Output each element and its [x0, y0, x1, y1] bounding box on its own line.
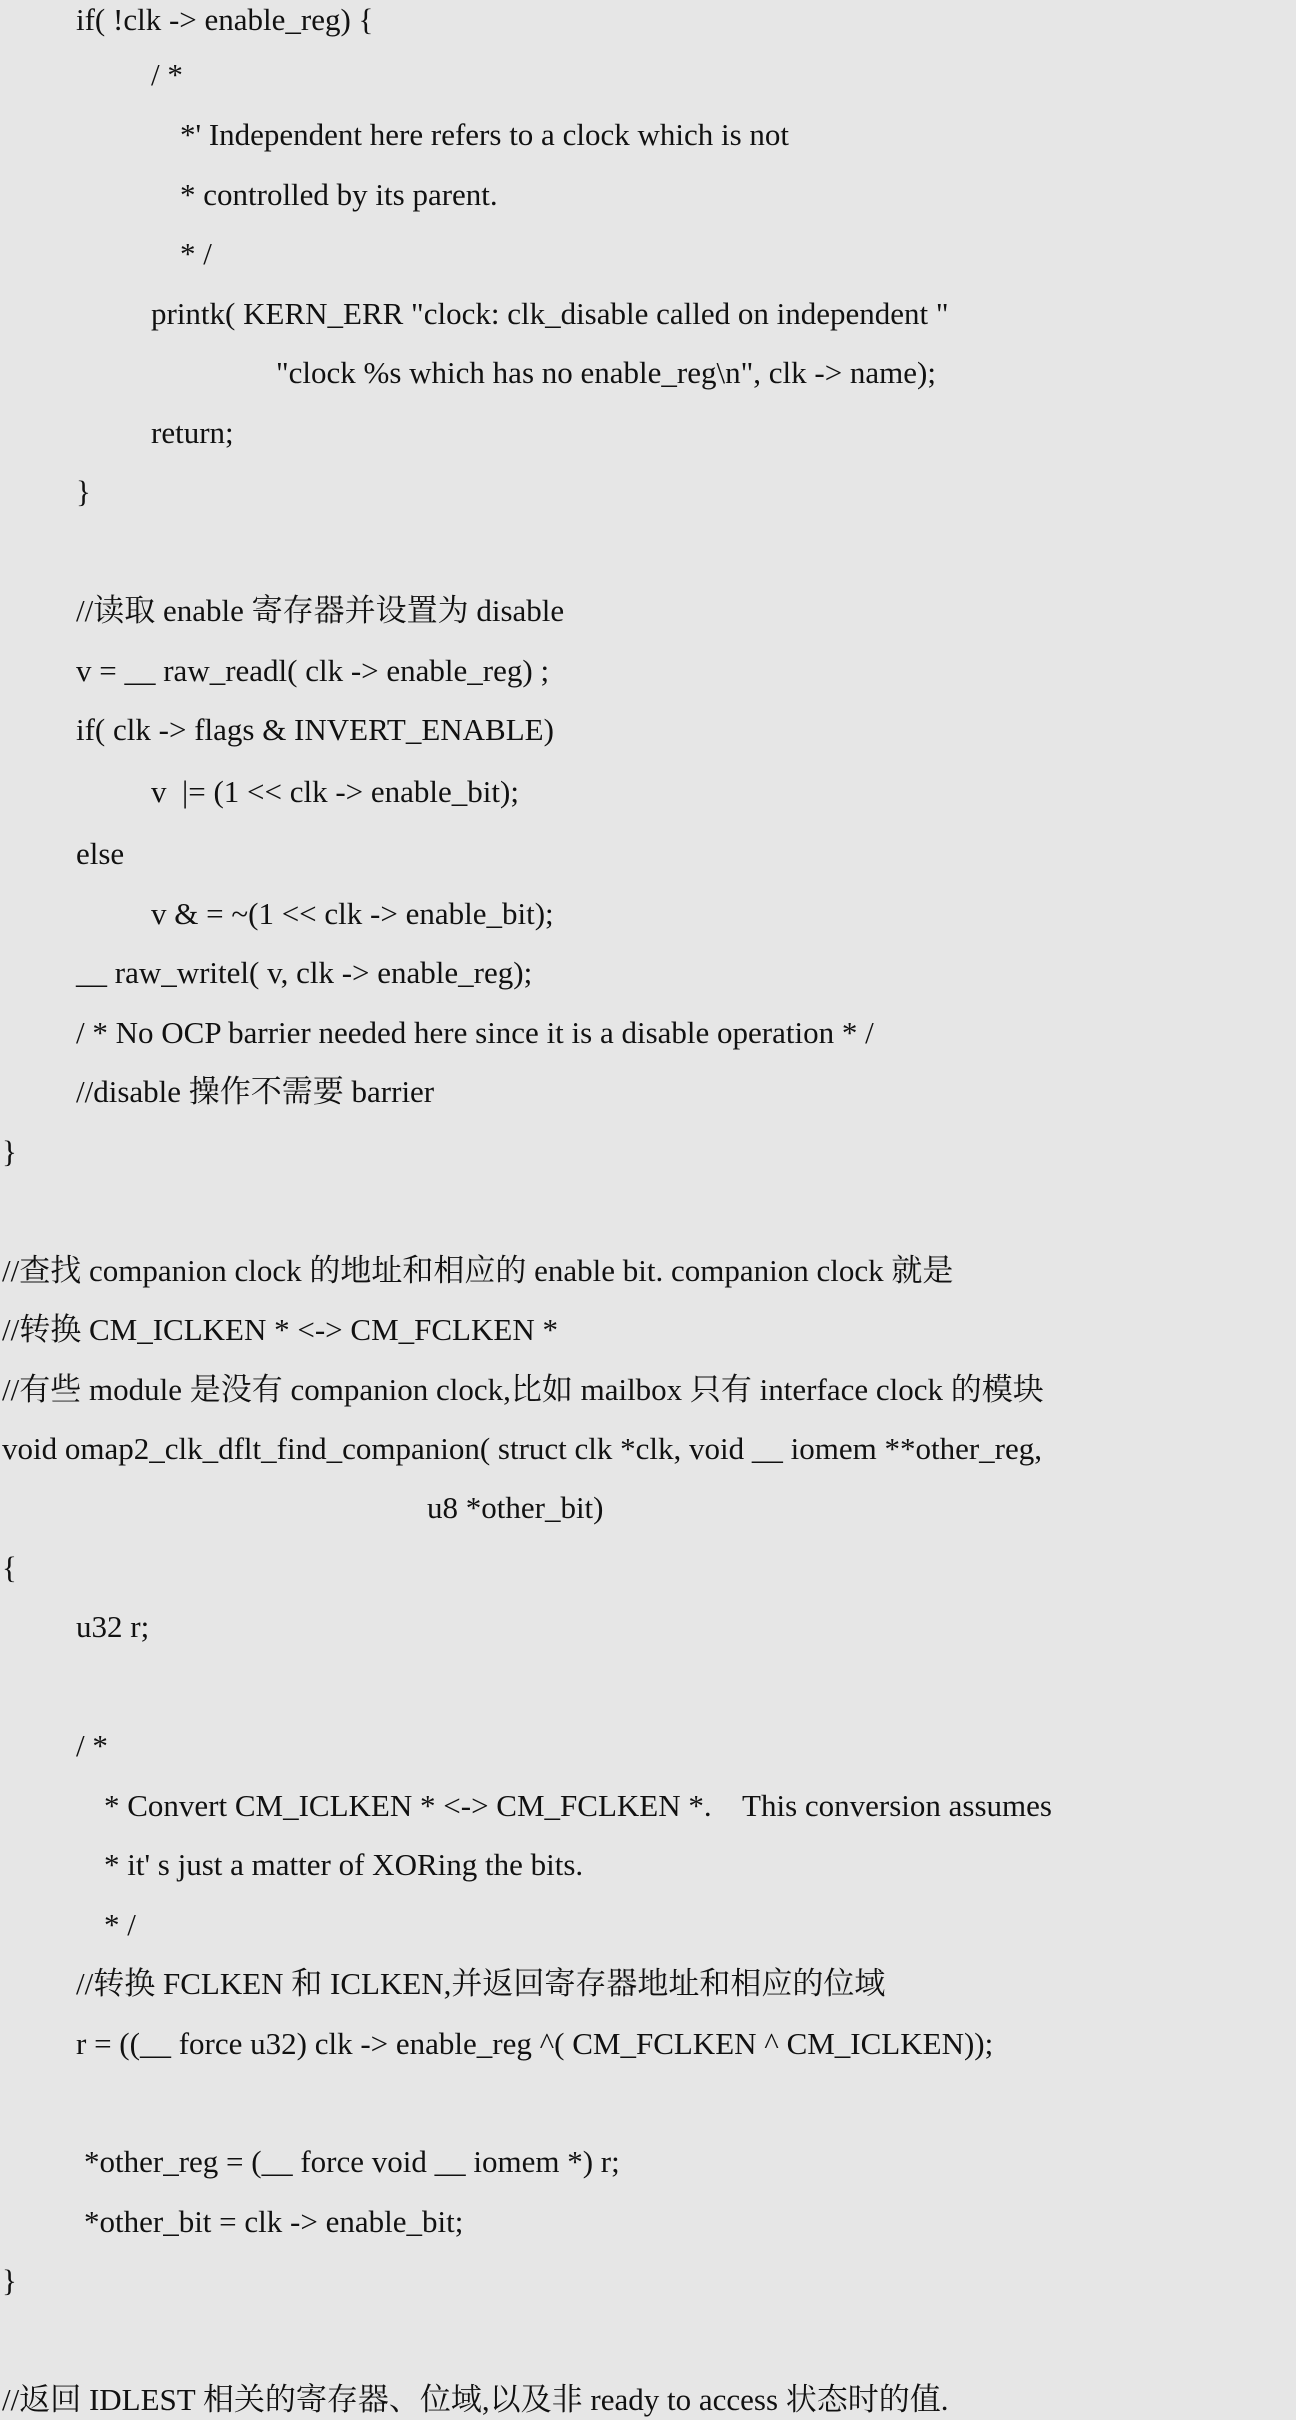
code-line: //返回 IDLEST 相关的寄存器、位域,以及非 ready to access 状态时的值.	[2, 2382, 949, 2417]
code-line: void omap2_clk_dflt_find_companion( struct clk *clk, void __ iomem **other_reg,	[2, 1431, 1043, 1466]
code-line: printk( KERN_ERR "clock: clk_disable called on independent "	[151, 296, 949, 331]
code-line: "clock %s which has no enable_reg\n", clk -> name);	[276, 355, 936, 390]
code-line: u8 *other_bit)	[427, 1490, 604, 1525]
code-line: / *	[76, 1728, 108, 1763]
code-line: * Convert CM_ICLKEN * <-> CM_FCLKEN *. This conversion assumes	[104, 1788, 1052, 1823]
code-line: }	[2, 1134, 17, 1169]
code-line: //读取 enable 寄存器并设置为 disable	[76, 593, 565, 628]
code-line: if( !clk -> enable_reg) {	[76, 2, 374, 37]
code-line: return;	[151, 415, 234, 450]
code-line: //转换 FCLKEN 和 ICLKEN,并返回寄存器地址和相应的位域	[76, 1966, 886, 2001]
code-line: * it' s just a matter of XORing the bits.	[104, 1847, 584, 1882]
code-line: v & = ~(1 << clk -> enable_bit);	[151, 896, 554, 931]
code-line: v = __ raw_readl( clk -> enable_reg) ;	[76, 653, 550, 688]
code-line: r = ((__ force u32) clk -> enable_reg ^( CM_FCLKEN ^ CM_ICLKEN));	[76, 2026, 994, 2061]
code-line: }	[76, 474, 91, 509]
code-line: * controlled by its parent.	[180, 177, 498, 212]
code-line: //disable 操作不需要 barrier	[76, 1074, 435, 1109]
code-line: *' Independent here refers to a clock which is not	[180, 117, 789, 152]
code-line: * /	[180, 236, 212, 271]
code-line: }	[2, 2263, 17, 2298]
code-line: //查找 companion clock 的地址和相应的 enable bit. companion clock 就是	[2, 1253, 954, 1288]
code-line: / *	[151, 57, 183, 92]
code-line: __ raw_writel( v, clk -> enable_reg);	[76, 955, 533, 990]
code-line: //有些 module 是没有 companion clock,比如 mailbox 只有 interface clock 的模块	[2, 1372, 1044, 1407]
code-line: //转换 CM_ICLKEN * <-> CM_FCLKEN *	[2, 1312, 558, 1347]
code-line: u32 r;	[76, 1609, 150, 1644]
code-line: v |= (1 << clk -> enable_bit);	[151, 774, 519, 809]
code-line: * /	[104, 1907, 136, 1942]
code-line: *other_reg = (__ force void __ iomem *) r;	[84, 2144, 620, 2179]
code-line: else	[76, 836, 125, 871]
code-line: / * No OCP barrier needed here since it is a disable operation * /	[76, 1015, 874, 1050]
code-line: if( clk -> flags & INVERT_ENABLE)	[76, 712, 554, 747]
code-line: {	[2, 1550, 17, 1585]
code-line: *other_bit = clk -> enable_bit;	[84, 2204, 464, 2239]
